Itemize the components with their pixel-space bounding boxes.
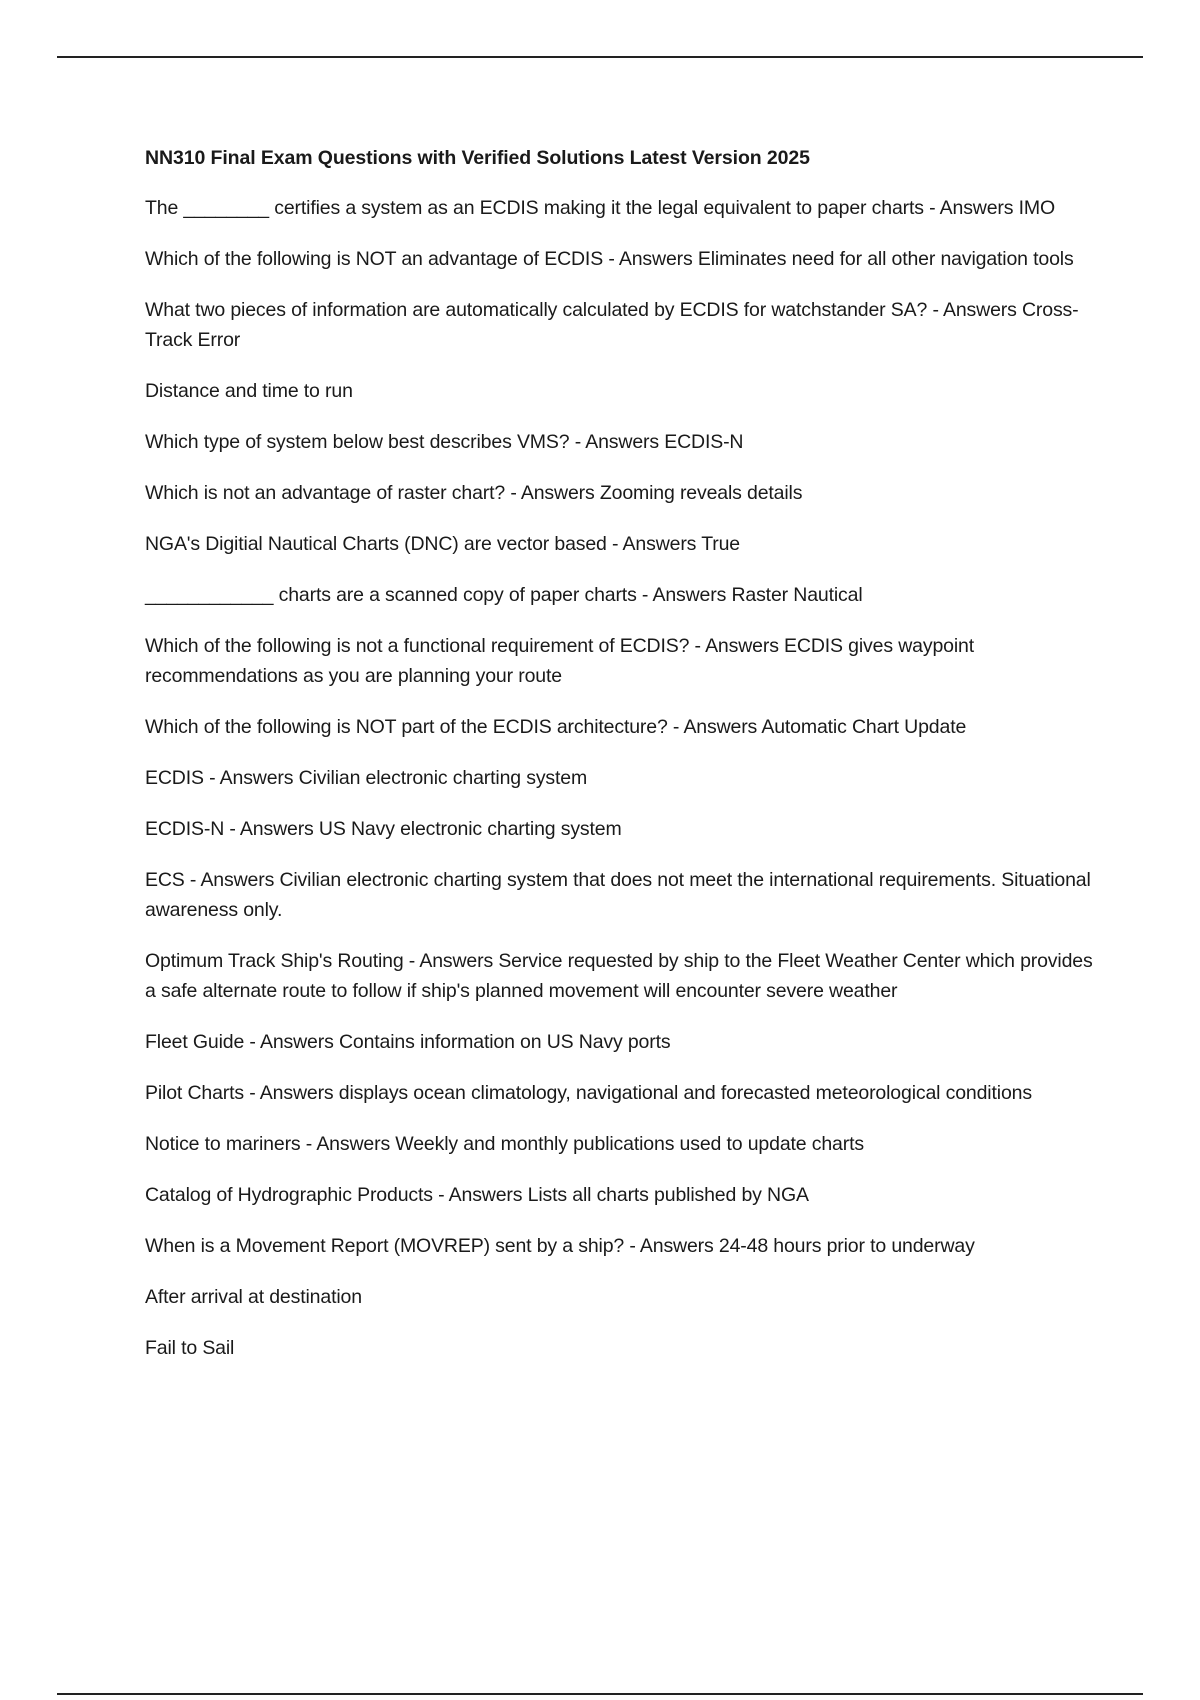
- qa-item: Pilot Charts - Answers displays ocean climatology, navigational and forecasted meteorological conditions: [145, 1082, 1032, 1104]
- qa-item: What two pieces of information are automatically calculated by ECDIS for watchstander SA? - Answers Cross-Track Error: [145, 299, 1079, 351]
- qa-item: Fleet Guide - Answers Contains information on US Navy ports: [145, 1031, 671, 1053]
- qa-item: Which of the following is NOT part of the ECDIS architecture? - Answers Automatic Chart Update: [145, 716, 967, 738]
- document-body: [145, 143, 1095, 1384]
- qa-item: Notice to mariners - Answers Weekly and monthly publications used to update charts: [145, 1133, 864, 1155]
- qa-item: Optimum Track Ship's Routing - Answers Service requested by ship to the Fleet Weather Center which provides a safe alternate route to follow if ship's planned movement will encounter severe weather: [145, 950, 1093, 1002]
- top-divider: [57, 56, 1143, 58]
- qa-item: Catalog of Hydrographic Products - Answers Lists all charts published by NGA: [145, 1184, 809, 1206]
- qa-item: ECDIS - Answers Civilian electronic charting system: [145, 767, 588, 789]
- qa-item: Which type of system below best describes VMS? - Answers ECDIS-N: [145, 431, 744, 453]
- qa-item: Which of the following is NOT an advantage of ECDIS - Answers Eliminates need for all other navigation tools: [145, 248, 1074, 270]
- qa-item: Distance and time to run: [145, 380, 353, 402]
- bottom-divider: [57, 1693, 1143, 1695]
- qa-item: Fail to Sail: [145, 1337, 235, 1359]
- qa-item: ECS - Answers Civilian electronic charting system that does not meet the international requirements. Situational awareness only.: [145, 869, 1091, 921]
- qa-item: The ________ certifies a system as an ECDIS making it the legal equivalent to paper charts - Answers IMO: [145, 197, 1056, 219]
- qa-item: Which is not an advantage of raster chart? - Answers Zooming reveals details: [145, 482, 803, 504]
- document-title: NN310 Final Exam Questions with Verified Solutions Latest Version 2025: [145, 147, 810, 169]
- qa-item: ECDIS-N - Answers US Navy electronic charting system: [145, 818, 622, 840]
- qa-item: Which of the following is not a functional requirement of ECDIS? - Answers ECDIS gives waypoint recommendations as you are planning your route: [145, 635, 974, 687]
- qa-item: NGA's Digitial Nautical Charts (DNC) are vector based - Answers True: [145, 533, 740, 555]
- qa-item: ____________ charts are a scanned copy of paper charts - Answers Raster Nautical: [145, 584, 863, 606]
- qa-item: After arrival at destination: [145, 1286, 362, 1308]
- qa-item: When is a Movement Report (MOVREP) sent by a ship? - Answers 24-48 hours prior to underway: [145, 1235, 975, 1257]
